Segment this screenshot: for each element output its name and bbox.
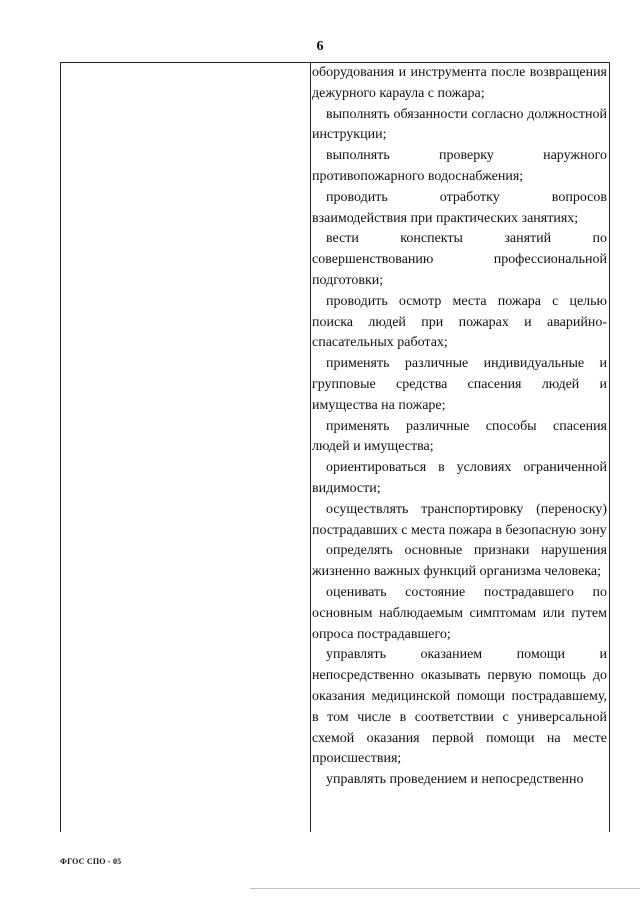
scan-bottom-edge [250, 888, 640, 889]
skill-paragraph: выполнять проверку наружного противопожарного водоснабжения; [312, 148, 607, 184]
skill-paragraph: ориентироваться в условиях ограниченной видимости; [312, 460, 607, 496]
skill-paragraph: применять различные индивидуальные и групповые средства спасения людей и имущества на пожаре; [312, 356, 607, 413]
skill-paragraph: оборудования и инструмента после возвращения дежурного караула с пожара; [312, 65, 607, 101]
table-column-divider [310, 62, 311, 832]
skill-paragraph: управлять проведением и непосредственно [326, 772, 584, 788]
skill-paragraph: управлять оказанием помощи и непосредственно оказывать первую помощь до оказания медицинской помощи пострадавшему, в том числе в соответствии с универсальной схемой оказания первой помощи на месте происшествия; [312, 647, 607, 767]
skill-paragraph: оценивать состояние пострадавшего по основным наблюдаемым симптомам или путем опроса пострадавшего; [312, 584, 607, 642]
skill-paragraph: проводить осмотр места пожара с целью поиска людей при пожарах и аварийно-спасательных работах; [312, 293, 607, 351]
skill-paragraph: осуществлять транспортировку (переноску) пострадавших с места пожара в безопасную зону [312, 501, 607, 538]
skill-paragraph: применять различные способы спасения людей и имущества; [312, 418, 607, 455]
skill-paragraph: определять основные признаки нарушения жизненно важных функций организма человека; [312, 543, 607, 580]
table-right-cell [312, 63, 607, 791]
skill-paragraph: вести конспекты занятий по совершенствованию профессиональной подготовки; [312, 231, 607, 288]
document-footer-code: ФГОС СПО - 05 [60, 857, 122, 866]
page-number: 6 [316, 39, 324, 54]
skill-paragraph: проводить отработку вопросов взаимодействия при практических занятиях; [312, 189, 607, 226]
skill-paragraph: выполнять обязанности согласно должностной инструкции; [312, 106, 607, 143]
